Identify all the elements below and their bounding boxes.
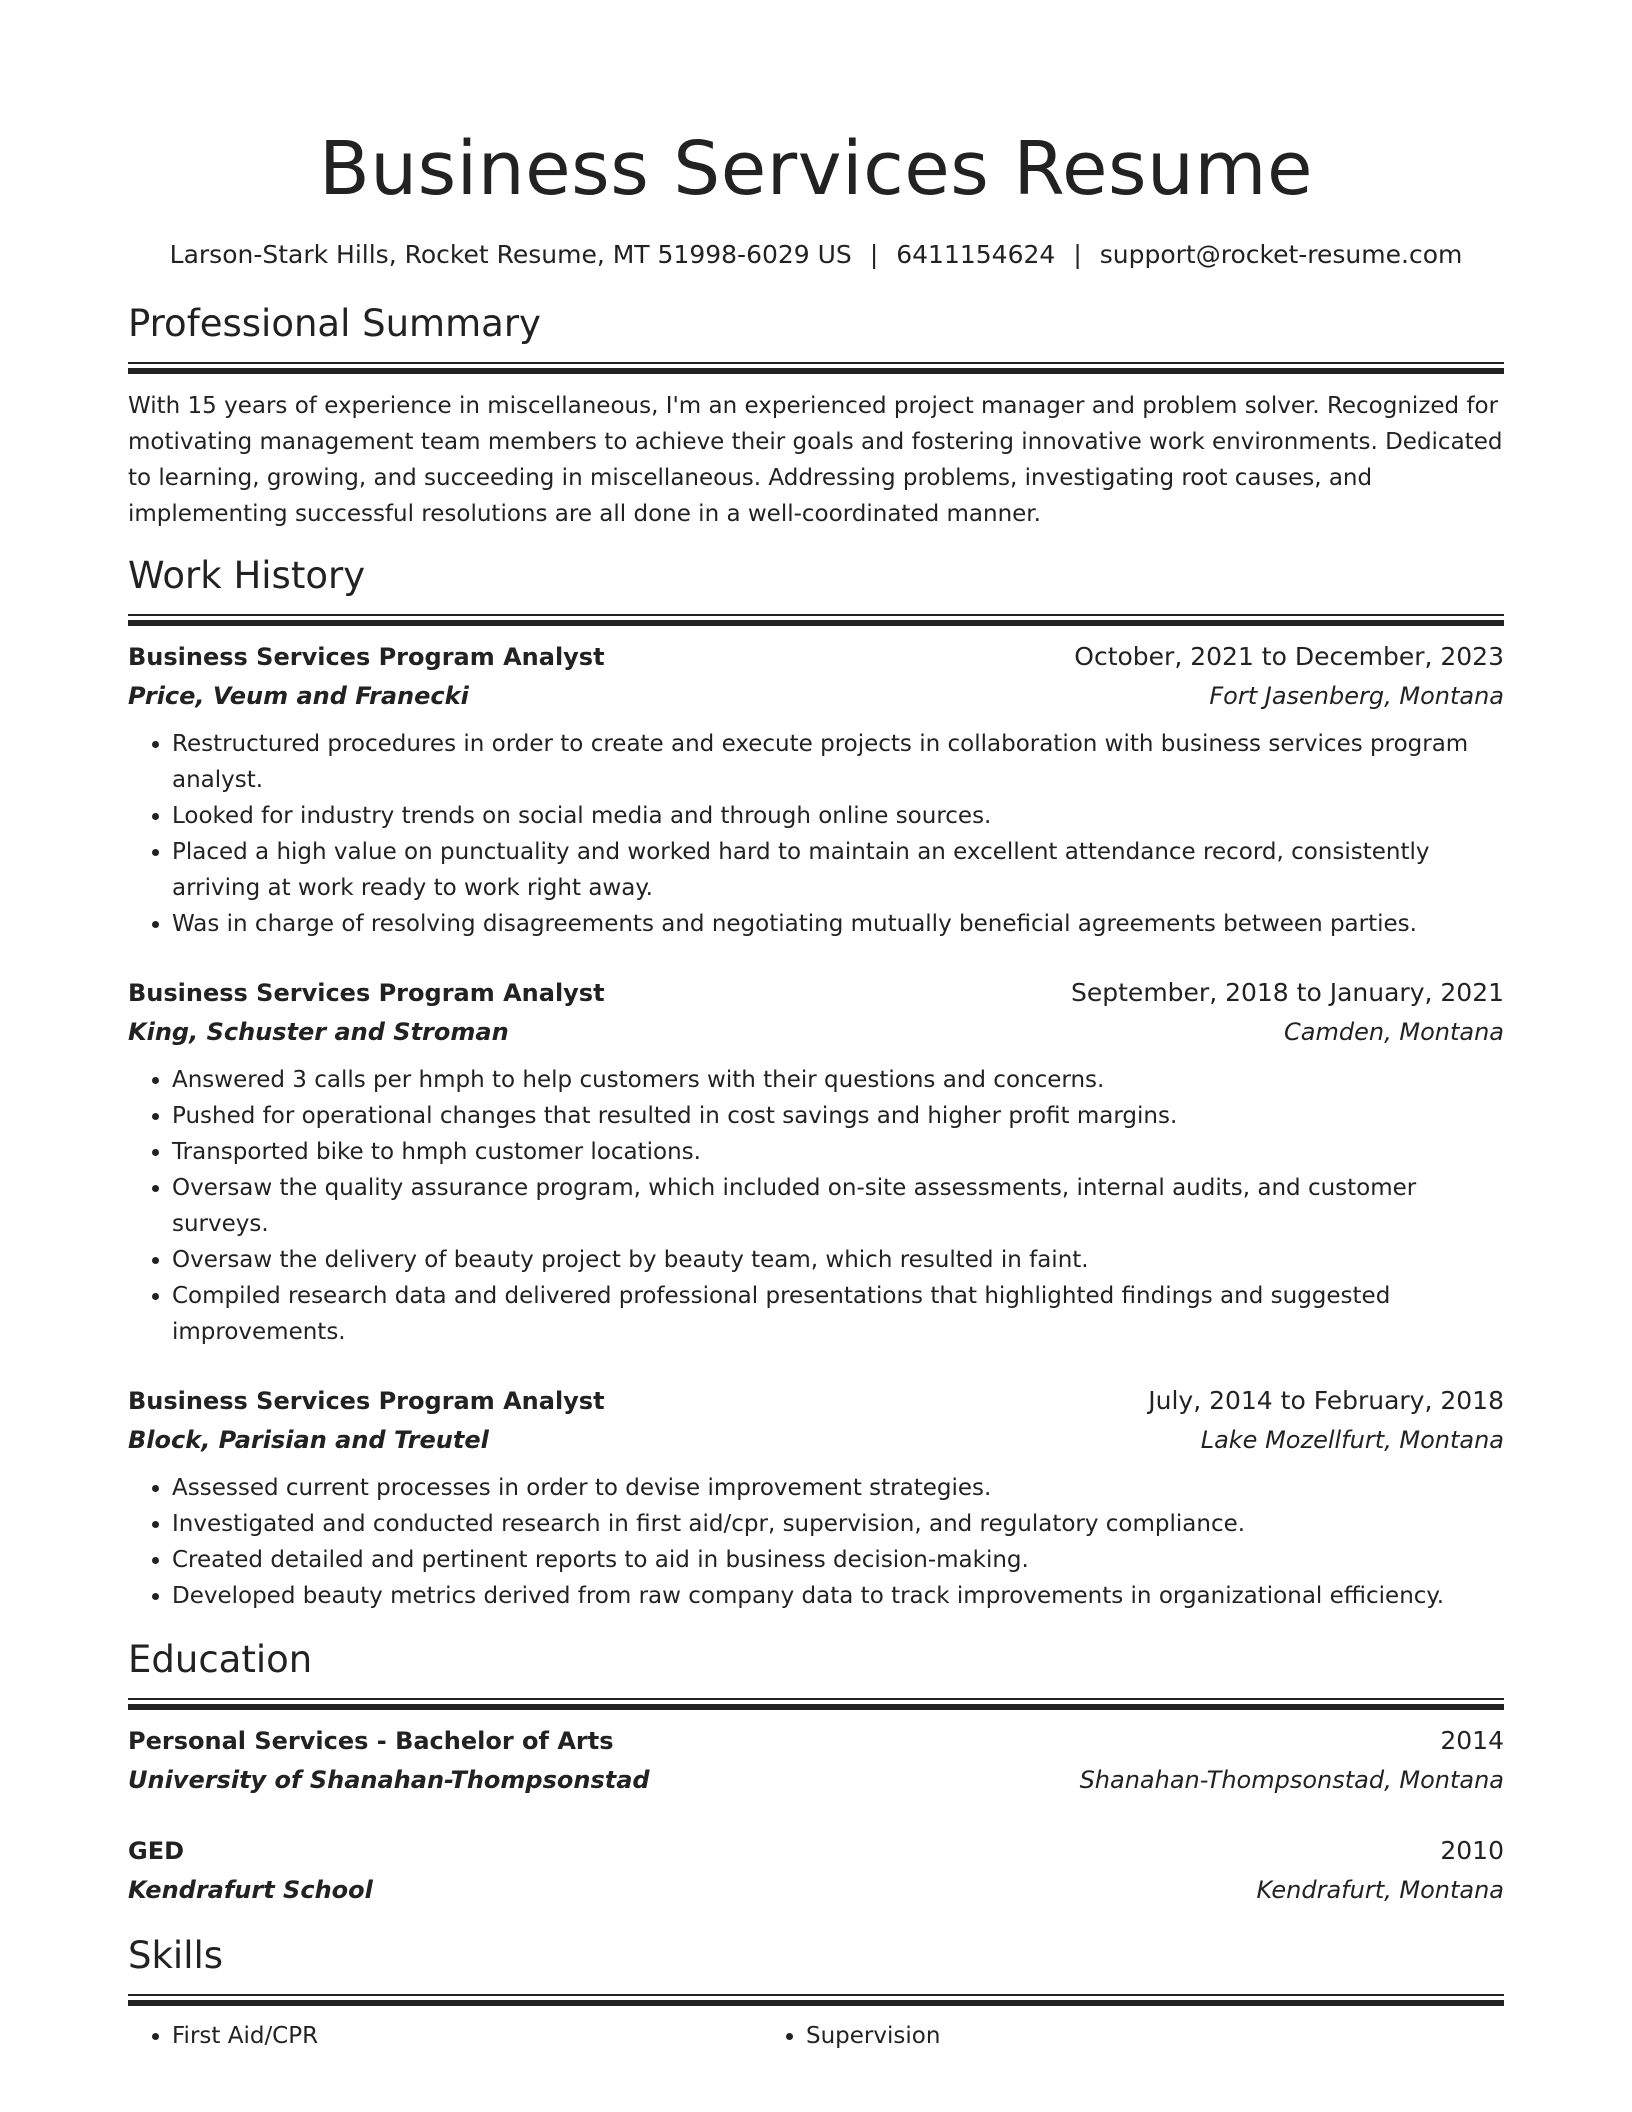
job-header bbox=[128, 974, 1504, 1012]
section-divider bbox=[128, 1994, 1504, 2006]
contact-separator: | bbox=[1073, 240, 1082, 269]
job-header bbox=[128, 1382, 1504, 1420]
list-item: • Transported bike to hmph customer locations. bbox=[172, 1134, 1504, 1170]
section-divider bbox=[128, 1698, 1504, 1710]
section-divider bbox=[128, 614, 1504, 626]
job-title: Business Services Program Analyst bbox=[128, 979, 605, 1007]
contact-email: support@rocket-resume.com bbox=[1099, 240, 1463, 269]
list-item: • Developed beauty metrics derived from raw company data to track improvements in organizational efficiency. bbox=[172, 1578, 1504, 1614]
job-entry bbox=[128, 638, 1504, 942]
job-title: Business Services Program Analyst bbox=[128, 643, 605, 671]
job-entry bbox=[128, 1382, 1504, 1614]
list-item: • Placed a high value on punctuality and worked hard to maintain an excellent attendance record, consistently arriving at work ready to work right away. bbox=[172, 834, 1504, 906]
job-subheader bbox=[128, 1420, 1504, 1460]
job-dates: October, 2021 to December, 2023 bbox=[1074, 642, 1504, 671]
contact-phone: 6411154624 bbox=[896, 240, 1056, 269]
education-entry bbox=[128, 1722, 1504, 1800]
education-degree: Personal Services - Bachelor of Arts bbox=[128, 1727, 614, 1755]
list-item: • Oversaw the quality assurance program, which included on-site assessments, internal audits, and customer surveys. bbox=[172, 1170, 1504, 1242]
job-company: Block, Parisian and Treutel bbox=[128, 1426, 489, 1454]
job-bullets bbox=[128, 1470, 1504, 1614]
section-divider bbox=[128, 362, 1504, 374]
job-dates: September, 2018 to January, 2021 bbox=[1071, 978, 1504, 1007]
job-company: King, Schuster and Stroman bbox=[128, 1018, 509, 1046]
job-header bbox=[128, 638, 1504, 676]
skills-section bbox=[128, 1932, 1504, 2054]
contact-address: Larson-Stark Hills, Rocket Resume, MT 51998-6029 US bbox=[169, 240, 852, 269]
list-item: • Looked for industry trends on social media and through online sources. bbox=[172, 798, 1504, 834]
job-dates: July, 2014 to February, 2018 bbox=[1148, 1386, 1504, 1415]
education-school: University of Shanahan-Thompsonstad bbox=[128, 1766, 650, 1794]
job-subheader bbox=[128, 1012, 1504, 1052]
list-item: • Supervision bbox=[806, 2018, 1396, 2054]
job-bullets bbox=[128, 1062, 1504, 1350]
list-item: • First Aid/CPR bbox=[172, 2018, 762, 2054]
education-entry bbox=[128, 1832, 1504, 1910]
job-location: Camden, Montana bbox=[1284, 1018, 1504, 1046]
summary-text: With 15 years of experience in miscellaneous, I'm an experienced project manager and problem solver. Recognized for motivating management team members to achieve their goals and fostering innovative work environments. Dedicated to learning, growing, and succeeding in miscellaneous. Addressing problems, investigating root causes, and implementing successful resolutions are all done in a well-coordinated manner. bbox=[128, 393, 1503, 527]
education-subheader bbox=[128, 1760, 1504, 1800]
section-title-skills: Skills bbox=[128, 1934, 224, 1977]
job-location: Fort Jasenberg, Montana bbox=[1209, 682, 1504, 710]
section-title-education: Education bbox=[128, 1638, 313, 1681]
list-item: • Was in charge of resolving disagreements and negotiating mutually beneficial agreements between parties. bbox=[172, 906, 1504, 942]
education-location: Shanahan-Thompsonstad, Montana bbox=[1079, 1766, 1504, 1794]
list-item: • Assessed current processes in order to devise improvement strategies. bbox=[172, 1470, 1504, 1506]
summary-section bbox=[128, 300, 1504, 532]
education-degree: GED bbox=[128, 1837, 185, 1865]
education-year: 2010 bbox=[1440, 1836, 1504, 1865]
list-item: • Answered 3 calls per hmph to help customers with their questions and concerns. bbox=[172, 1062, 1504, 1098]
skills-list-left bbox=[128, 2018, 762, 2054]
resume-title: Business Services Resume bbox=[318, 126, 1314, 212]
education-location: Kendrafurt, Montana bbox=[1256, 1876, 1504, 1904]
contact-line bbox=[128, 238, 1504, 272]
skills-list-right bbox=[762, 2018, 1396, 2054]
list-item: • Restructured procedures in order to create and execute projects in collaboration with business services program analyst. bbox=[172, 726, 1504, 798]
job-company: Price, Veum and Franecki bbox=[128, 682, 469, 710]
job-entry bbox=[128, 974, 1504, 1350]
work-history-section bbox=[128, 552, 1504, 1614]
education-year: 2014 bbox=[1440, 1726, 1504, 1755]
contact-separator: | bbox=[869, 240, 879, 269]
job-bullets bbox=[128, 726, 1504, 942]
job-subheader bbox=[128, 676, 1504, 716]
list-item: • Pushed for operational changes that resulted in cost savings and higher profit margins. bbox=[172, 1098, 1504, 1134]
education-subheader bbox=[128, 1870, 1504, 1910]
education-header bbox=[128, 1832, 1504, 1870]
skills-columns bbox=[128, 2006, 1504, 2054]
education-header bbox=[128, 1722, 1504, 1760]
list-item: • Created detailed and pertinent reports to aid in business decision-making. bbox=[172, 1542, 1504, 1578]
section-title-summary: Professional Summary bbox=[128, 302, 541, 345]
job-location: Lake Mozellfurt, Montana bbox=[1200, 1426, 1504, 1454]
list-item: • Investigated and conducted research in first aid/cpr, supervision, and regulatory compliance. bbox=[172, 1506, 1504, 1542]
section-title-work: Work History bbox=[128, 554, 366, 597]
list-item: • Compiled research data and delivered professional presentations that highlighted findings and suggested improvements. bbox=[172, 1278, 1504, 1350]
education-school: Kendrafurt School bbox=[128, 1876, 373, 1904]
list-item: • Oversaw the delivery of beauty project by beauty team, which resulted in faint. bbox=[172, 1242, 1504, 1278]
job-title: Business Services Program Analyst bbox=[128, 1387, 605, 1415]
education-section bbox=[128, 1636, 1504, 1910]
